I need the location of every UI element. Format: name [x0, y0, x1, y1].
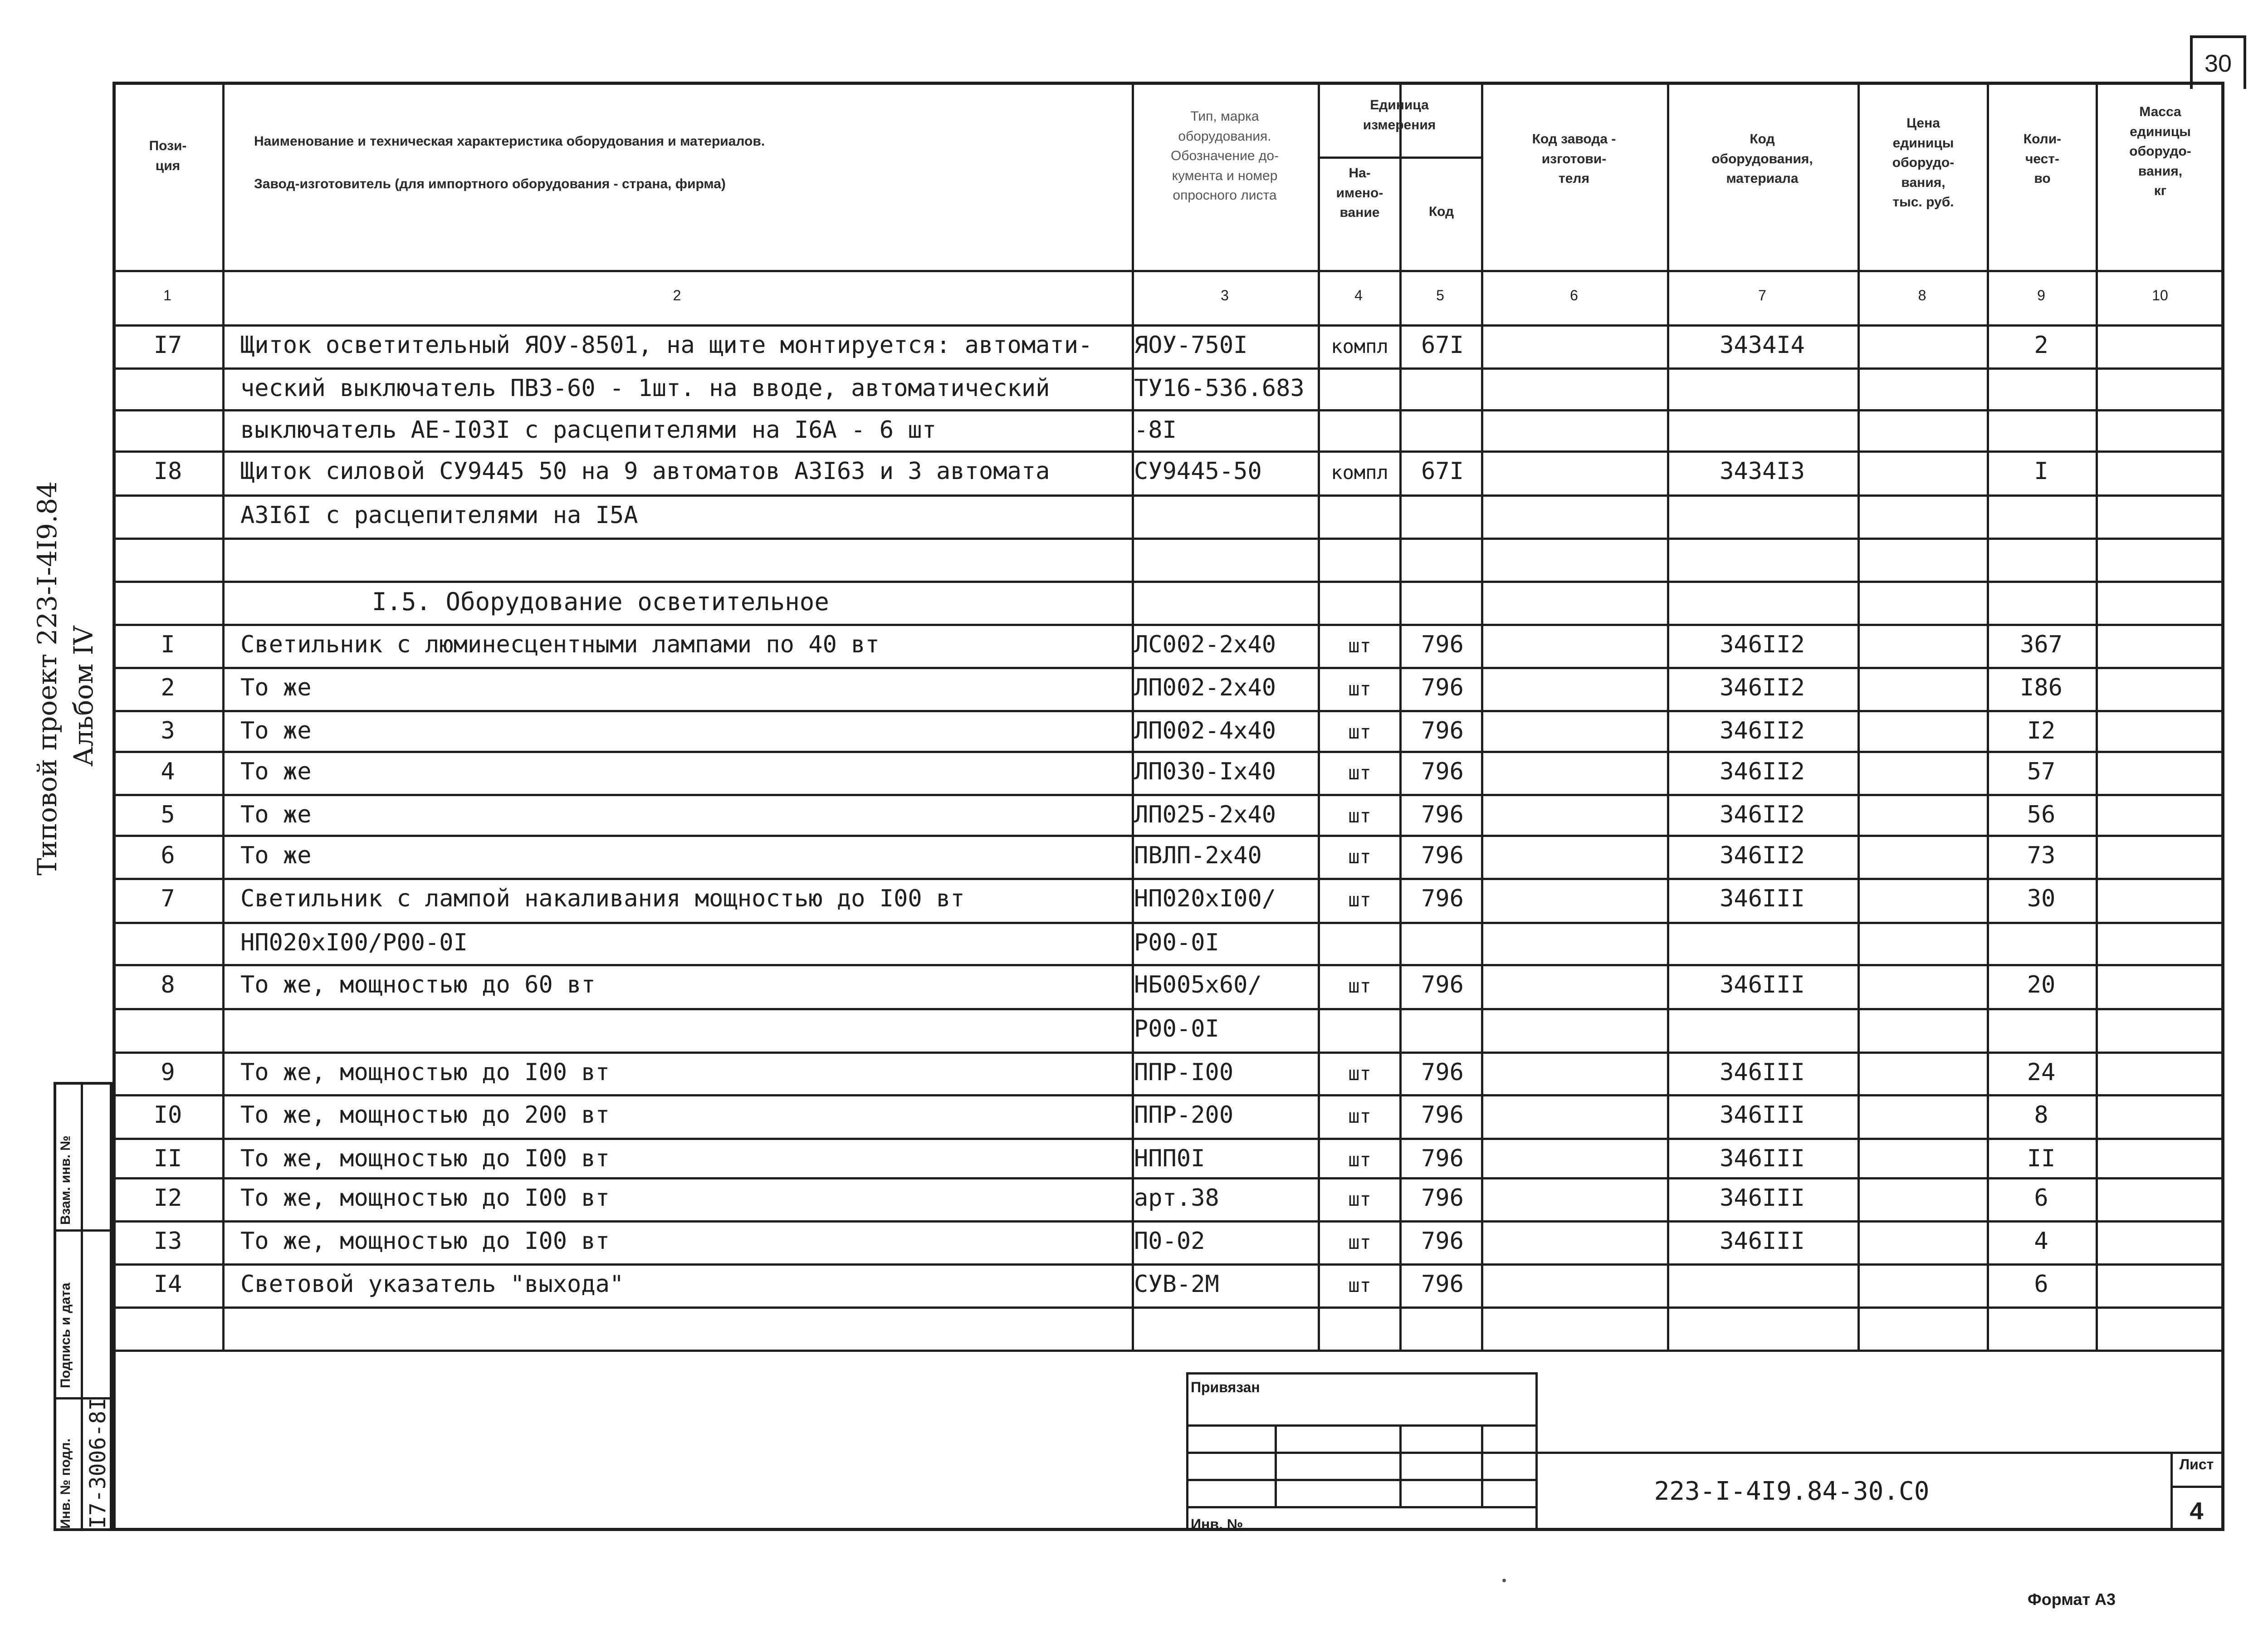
column-number: 8 — [1918, 287, 1926, 303]
row-name: То же — [240, 674, 312, 701]
column-number: 4 — [1354, 287, 1363, 303]
row-quantity: II — [2027, 1145, 2056, 1172]
row-name: НП020хI00/Р00-0I — [240, 929, 468, 956]
row-type: Р00-0I — [1134, 1015, 1219, 1042]
row-position: I0 — [153, 1101, 182, 1129]
inv-podl-label: Инв. № подл. — [58, 1438, 73, 1529]
row-line — [112, 538, 2224, 540]
row-unit: компл — [1331, 461, 1388, 484]
row-name: А3I6I с расцепителями на I5А — [240, 502, 638, 529]
header-factory-code: Код завода - изготови- теля — [1532, 132, 1616, 186]
row-type: ТУ16-536.683 — [1134, 375, 1305, 402]
row-line — [112, 1306, 2224, 1309]
row-unit: шт — [1348, 1105, 1371, 1127]
row-unit-code: 796 — [1421, 1059, 1464, 1086]
row-line — [112, 751, 2224, 753]
row-material-code: 3434I4 — [1720, 332, 1805, 359]
row-unit: шт — [1348, 1062, 1371, 1085]
stamp-line — [1535, 1452, 2224, 1454]
row-quantity: 20 — [2027, 971, 2056, 998]
row-quantity: 30 — [2027, 885, 2056, 912]
row-unit: шт — [1348, 889, 1371, 911]
row-line — [112, 1052, 2224, 1054]
row-material-code: 346II2 — [1720, 801, 1805, 828]
sheet-label: Лист — [2179, 1456, 2214, 1473]
row-quantity: I2 — [2027, 717, 2056, 744]
row-material-code: 346II2 — [1720, 842, 1805, 869]
row-unit-code: 796 — [1421, 1271, 1464, 1298]
column-number: 6 — [1570, 287, 1578, 303]
row-quantity: 57 — [2027, 758, 2056, 785]
row-type: -8I — [1134, 416, 1177, 444]
row-unit: шт — [1348, 846, 1371, 868]
table-bottom-line — [112, 1350, 2224, 1352]
sheet-number: 30 — [2190, 35, 2246, 89]
row-type: ЛП030-Iх40 — [1134, 758, 1276, 785]
row-material-code: 3434I3 — [1720, 458, 1805, 485]
row-material-code: 346III — [1720, 1184, 1805, 1212]
row-position: 4 — [161, 758, 175, 785]
row-line — [112, 1138, 2224, 1140]
row-type: ППР-200 — [1134, 1101, 1234, 1129]
row-quantity: 8 — [2034, 1101, 2048, 1129]
row-line — [112, 324, 2224, 327]
row-name: То же — [240, 717, 312, 744]
row-position: 8 — [161, 971, 175, 998]
row-name: То же — [240, 801, 312, 828]
row-name: ческий выключатель ПВ3-60 - 1шт. на вводе, автоматический — [240, 375, 1050, 402]
row-line — [112, 494, 2224, 497]
row-type: НПП0I — [1134, 1145, 1205, 1172]
row-quantity: 56 — [2027, 801, 2056, 828]
row-type: П0-02 — [1134, 1228, 1205, 1255]
row-unit: шт — [1348, 721, 1371, 743]
row-unit-code: 796 — [1421, 842, 1464, 869]
column-number: 2 — [673, 287, 681, 303]
row-unit-code: 796 — [1421, 717, 1464, 744]
project-title: Типовой проект 223-I-4I9.84 — [32, 481, 63, 876]
row-quantity: 6 — [2034, 1184, 2048, 1212]
row-type: арт.38 — [1134, 1184, 1219, 1212]
inv-no-label: Инв. № — [1191, 1516, 1243, 1532]
stamp-line — [1399, 1424, 1402, 1506]
row-position: II — [153, 1145, 182, 1172]
row-unit-code: 796 — [1421, 1228, 1464, 1255]
row-position: I7 — [153, 332, 182, 359]
row-name: То же, мощностью до 200 вт — [240, 1101, 610, 1129]
speck — [1502, 1579, 1506, 1582]
row-unit: шт — [1348, 1188, 1371, 1210]
stamp-line — [1186, 1506, 1535, 1508]
header-type: Тип, марка оборудования. Обозначение до- кумента и номер опросного листа — [1170, 109, 1279, 203]
row-position: I — [161, 631, 175, 658]
row-material-code: 346II2 — [1720, 717, 1805, 744]
column-number: 7 — [1758, 287, 1766, 303]
row-type: НП020хI00/ — [1134, 885, 1276, 912]
header-position: Пози- ция — [149, 138, 187, 173]
row-position: 2 — [161, 674, 175, 701]
row-unit-code: 796 — [1421, 1145, 1464, 1172]
row-quantity: 6 — [2034, 1271, 2048, 1298]
row-type: ЛП025-2х40 — [1134, 801, 1276, 828]
row-line — [112, 1263, 2224, 1266]
row-line — [112, 710, 2224, 712]
row-position: 7 — [161, 885, 175, 912]
row-material-code: 346III — [1720, 971, 1805, 998]
row-material-code: 346III — [1720, 1228, 1805, 1255]
row-line — [112, 581, 2224, 583]
row-unit-code: 796 — [1421, 801, 1464, 828]
stamp-line — [1275, 1424, 1277, 1506]
header-name: Наименование и техническая характеристика оборудования и материалов. Завод-изготовитель (для импортного оборудования - страна, фирма) — [254, 134, 765, 191]
header-unit-name: На- имено- вание — [1336, 166, 1383, 220]
row-type: Р00-0I — [1134, 929, 1219, 956]
row-name: выключатель АЕ-I03I с расцепителями на I6А - 6 шт — [240, 416, 937, 444]
row-position: I4 — [153, 1271, 182, 1298]
row-unit: компл — [1331, 335, 1388, 357]
privyazan-label: Привязан — [1191, 1379, 1260, 1395]
signature-label: Подпись и дата — [58, 1282, 73, 1388]
row-type: ПВЛП-2х40 — [1134, 842, 1262, 869]
row-name: То же, мощностью до I00 вт — [240, 1228, 610, 1255]
row-line — [112, 367, 2224, 370]
row-quantity: 73 — [2027, 842, 2056, 869]
row-unit: шт — [1348, 635, 1371, 657]
row-line — [112, 409, 2224, 411]
row-line — [112, 624, 2224, 626]
row-type: ЯОУ-750I — [1134, 332, 1248, 359]
header-bottom-line — [112, 270, 2224, 272]
row-name: Светильник с люминесцентными лампами по 40 вт — [240, 631, 880, 658]
row-name: Щиток силовой СУ9445 50 на 9 автоматов А3I63 и 3 автомата — [240, 458, 1050, 485]
column-number: 9 — [2037, 287, 2045, 303]
row-name: То же, мощностью до I00 вт — [240, 1184, 610, 1212]
album-title: Альбом IV — [68, 626, 99, 767]
row-quantity: 4 — [2034, 1228, 2048, 1255]
row-name: Светильник с лампой накаливания мощностью до I00 вт — [240, 885, 965, 912]
column-number: 10 — [2152, 287, 2168, 303]
row-material-code: 346III — [1720, 885, 1805, 912]
row-unit-code: 796 — [1421, 758, 1464, 785]
row-type: ЛС002-2х40 — [1134, 631, 1276, 658]
row-name: То же, мощностью до I00 вт — [240, 1059, 610, 1086]
header-quantity: Коли- чест- во — [2023, 132, 2062, 186]
row-unit: шт — [1348, 762, 1371, 784]
row-unit: шт — [1348, 1274, 1371, 1296]
stamp-line — [2170, 1486, 2224, 1488]
header-mass: Масса единицы оборудо- вания, кг — [2129, 104, 2191, 198]
row-quantity: 24 — [2027, 1059, 2056, 1086]
row-name: Щиток осветительный ЯОУ-8501, на щите монтируется: автомати- — [240, 332, 1093, 359]
header-price: Цена единицы оборудо- вания, тыс. руб. — [1892, 116, 1955, 210]
row-unit: шт — [1348, 1231, 1371, 1253]
row-line — [112, 878, 2224, 880]
row-line — [112, 835, 2224, 837]
row-position: I8 — [153, 458, 182, 485]
inv-podl-value: I7-3006-8I — [85, 1398, 111, 1529]
row-material-code: 346III — [1720, 1101, 1805, 1129]
row-quantity: I86 — [2020, 674, 2063, 701]
row-quantity: 367 — [2020, 631, 2063, 658]
row-position: 6 — [161, 842, 175, 869]
row-unit-code: 796 — [1421, 674, 1464, 701]
row-type: ЛП002-4х40 — [1134, 717, 1276, 744]
stamp-line — [1186, 1372, 1535, 1375]
row-quantity: 2 — [2034, 332, 2048, 359]
row-name: Световой указатель "выхода" — [240, 1271, 624, 1298]
row-line — [112, 1177, 2224, 1179]
row-position: I3 — [153, 1228, 182, 1255]
row-unit-code: 796 — [1421, 1184, 1464, 1212]
row-material-code: 346III — [1720, 1145, 1805, 1172]
row-material-code: 346II2 — [1720, 674, 1805, 701]
row-type: ППР-I00 — [1134, 1059, 1234, 1086]
row-type: СУВ-2М — [1134, 1271, 1219, 1298]
row-unit: шт — [1348, 975, 1371, 997]
stamp-line — [1481, 1424, 1483, 1506]
column-number: 1 — [163, 287, 171, 303]
row-line — [112, 1008, 2224, 1010]
row-line — [112, 1220, 2224, 1223]
row-position: 5 — [161, 801, 175, 828]
row-material-code: 346II2 — [1720, 631, 1805, 658]
row-unit: шт — [1348, 678, 1371, 700]
header-material-code: Код оборудования, материала — [1711, 132, 1813, 186]
row-material-code: 346III — [1720, 1059, 1805, 1086]
document-number: 223-I-4I9.84-30.С0 — [1654, 1477, 1930, 1506]
row-unit-code: 67I — [1421, 458, 1464, 485]
row-name: То же, мощностью до I00 вт — [240, 1145, 610, 1172]
section-title: I.5. Оборудование осветительное — [372, 587, 829, 616]
row-name: То же, мощностью до 60 вт — [240, 971, 596, 998]
row-name: То же — [240, 758, 312, 785]
row-position: 9 — [161, 1059, 175, 1086]
row-unit-code: 67I — [1421, 332, 1464, 359]
row-type: СУ9445-50 — [1134, 458, 1262, 485]
row-line — [112, 450, 2224, 453]
row-line — [112, 1094, 2224, 1096]
row-unit-code: 796 — [1421, 1101, 1464, 1129]
row-line — [112, 667, 2224, 669]
column-number: 3 — [1221, 287, 1229, 303]
row-position: I2 — [153, 1184, 182, 1212]
row-position: 3 — [161, 717, 175, 744]
header-unit-group: Единица измерения — [1363, 98, 1436, 132]
row-unit-code: 796 — [1421, 631, 1464, 658]
row-unit-code: 796 — [1421, 885, 1464, 912]
row-type: ЛП002-2х40 — [1134, 674, 1276, 701]
vzam-inv-label: Взам. инв. № — [58, 1135, 73, 1225]
row-unit: шт — [1348, 1149, 1371, 1171]
row-line — [112, 922, 2224, 924]
column-number: 5 — [1436, 287, 1444, 303]
row-line — [112, 794, 2224, 796]
row-type: НБ005х60/ — [1134, 971, 1262, 998]
format-label: Формат А3 — [2028, 1590, 2116, 1609]
row-quantity: I — [2034, 458, 2048, 485]
header-unit-code: Код — [1428, 204, 1454, 219]
row-unit: шт — [1348, 805, 1371, 827]
row-material-code: 346II2 — [1720, 758, 1805, 785]
row-line — [112, 964, 2224, 966]
row-name: То же — [240, 842, 312, 869]
row-unit-code: 796 — [1421, 971, 1464, 998]
sheet-value: 4 — [2190, 1497, 2204, 1525]
